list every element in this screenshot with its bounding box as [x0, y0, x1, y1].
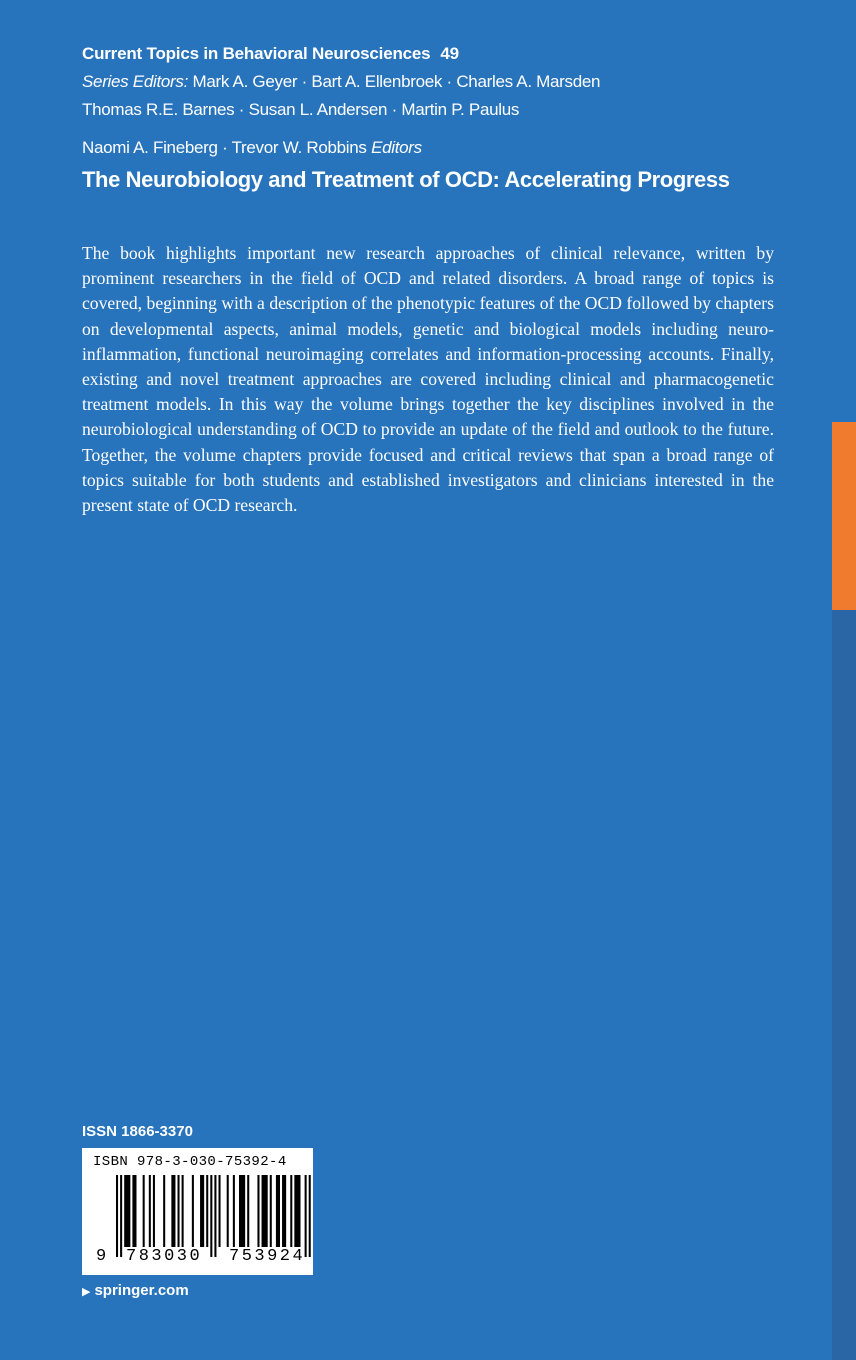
barcode-bar: [219, 1175, 221, 1247]
isbn-barcode: [82, 1148, 313, 1275]
barcode-bar: [270, 1175, 272, 1247]
barcode-bar: [257, 1175, 259, 1247]
barcode-bar: [132, 1175, 136, 1247]
barcode-bar: [227, 1175, 229, 1247]
barcode-bar: [120, 1175, 122, 1257]
barcode-bar: [305, 1175, 307, 1257]
barcode-digits-left: 783030: [126, 1247, 203, 1266]
series-editors-label: Series Editors:: [82, 72, 189, 91]
barcode-bar: [143, 1175, 145, 1247]
series-name: Current Topics in Behavioral Neurosciences: [82, 44, 431, 63]
series-editors-names-1: Mark A. Geyer · Bart A. Ellenbroek · Charles A. Marsden: [192, 72, 601, 91]
barcode-bar: [149, 1175, 151, 1247]
series-title: [82, 43, 459, 65]
barcode-bar: [233, 1175, 235, 1247]
book-title: The Neurobiology and Treatment of OCD: Accelerating Progress: [82, 167, 730, 192]
website-text: springer.com: [94, 1282, 189, 1299]
volume-editors-names: Naomi A. Fineberg · Trevor W. Robbins: [82, 138, 367, 157]
isbn-label: ISBN 978-3-030-75392-4: [93, 1154, 287, 1170]
barcode-bar: [290, 1175, 292, 1247]
barcode-bar: [200, 1175, 204, 1247]
barcode-bar: [276, 1175, 280, 1247]
series-editors-line-2: [82, 99, 519, 121]
barcode-bar: [182, 1175, 184, 1247]
barcode-bar: [178, 1175, 180, 1247]
series-editors-names-2: Thomas R.E. Barnes · Susan L. Andersen · Martin P. Paulus: [82, 100, 520, 119]
barcode-bar: [116, 1175, 118, 1257]
barcode-bar: [192, 1175, 194, 1247]
series-volume: 49: [440, 44, 459, 63]
barcode-bar: [239, 1175, 245, 1247]
barcode-bar: [214, 1175, 216, 1257]
publisher-website[interactable]: [82, 1281, 189, 1302]
barcode-bar: [262, 1175, 268, 1247]
barcode-bar: [247, 1175, 249, 1247]
issn-number: ISSN 1866-3370: [82, 1123, 193, 1140]
book-description: The book highlights important new research approaches of clinical relevance, written by prominent researchers in the field of OCD and related disorders. A broad range of topics is covered, beginning with a description of the phenotypic features of the OCD followed by chapters on developmental aspects, animal models, genetic and biological models including neuro-inflammation, functional neuroimaging correlates and information-processing accounts. Finally, existing and novel treatment approaches are covered including clinical and pharmacogenetic treatment models. In this way the volume brings together the key disciplines involved in the neurobiological understanding of OCD to provide an update of the field and outlook to the future. Together, the volume chapters provide focused and critical reviews that span a broad range of topics suitable for both students and established investigators and clinicians interested in the present state of OCD research.: [82, 243, 774, 516]
barcode-digits-right: 753924: [229, 1247, 306, 1266]
barcode-bar: [309, 1175, 311, 1257]
barcode-bar: [294, 1175, 300, 1247]
barcode-bar: [282, 1175, 286, 1247]
dark-spine-strip: [832, 610, 856, 1360]
barcode-bar: [206, 1175, 208, 1247]
barcode-bar: [163, 1175, 165, 1247]
triangle-right-icon: ▶: [82, 1286, 91, 1298]
series-editors-line-1: [82, 71, 600, 93]
barcode-bar: [124, 1175, 130, 1247]
barcode-digit-first: 9: [96, 1247, 107, 1266]
barcode-bar: [153, 1175, 155, 1247]
volume-editors-label: Editors: [371, 138, 422, 157]
volume-editors: [82, 137, 422, 159]
barcode-bar: [171, 1175, 175, 1247]
barcode-bar: [210, 1175, 212, 1257]
orange-spine-tab: [832, 422, 856, 610]
